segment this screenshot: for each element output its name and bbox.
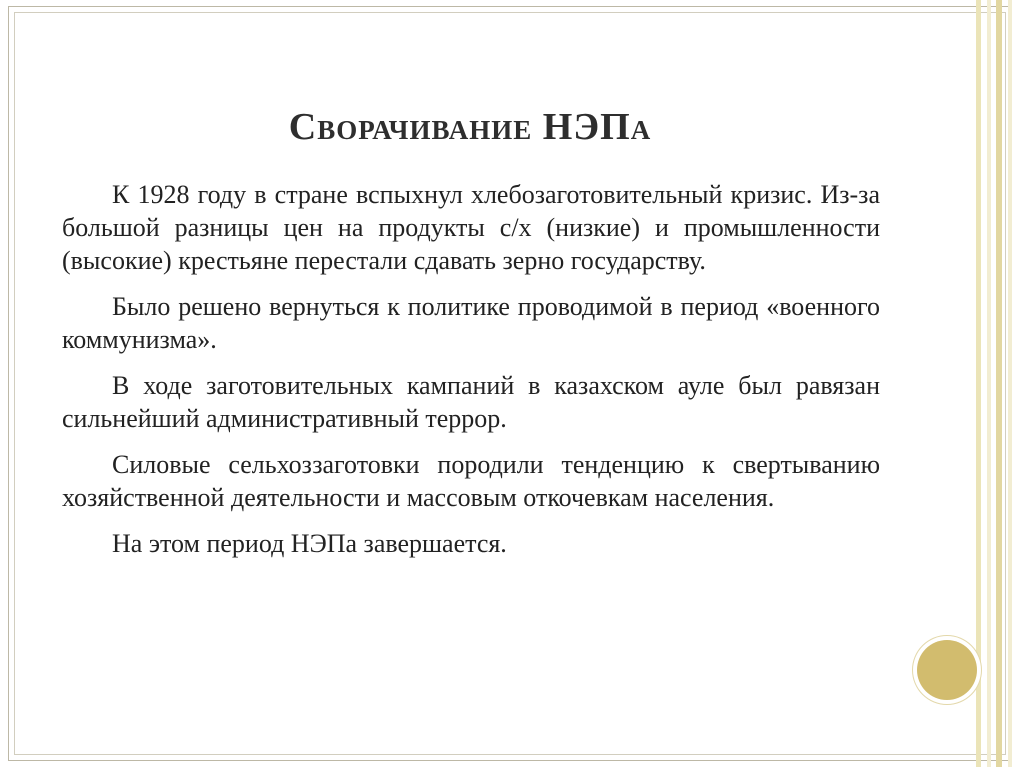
paragraph: К 1928 году в стране вспыхнул хлебозаготовительный кризис. Из-за большой разницы цен на продукты с/х (низкие) и промышленности (высокие) крестьяне перестали сдавать зерно государству.: [62, 180, 880, 275]
decorative-circle-icon: [917, 640, 977, 700]
paragraph: В ходе заготовительных кампаний в казахском ауле был равязан сильнейший административный террор.: [62, 371, 880, 433]
decorative-stripe: [987, 0, 991, 767]
decorative-stripes: [976, 0, 1012, 767]
paragraph: На этом период НЭПа завершается.: [112, 529, 507, 558]
decorative-stripe: [996, 0, 1002, 767]
slide-body: [62, 178, 880, 573]
slide-title: Сворачивание НЭПа: [288, 106, 652, 148]
paragraph: Силовые сельхоззаготовки породили тенденцию к свертыванию хозяйственной деятельности и массовым откочевкам населения.: [62, 450, 880, 512]
paragraph: Было решено вернуться к политике проводимой в период «военного коммунизма».: [62, 292, 880, 354]
decorative-stripe: [976, 0, 981, 767]
decorative-stripe: [1008, 0, 1012, 767]
